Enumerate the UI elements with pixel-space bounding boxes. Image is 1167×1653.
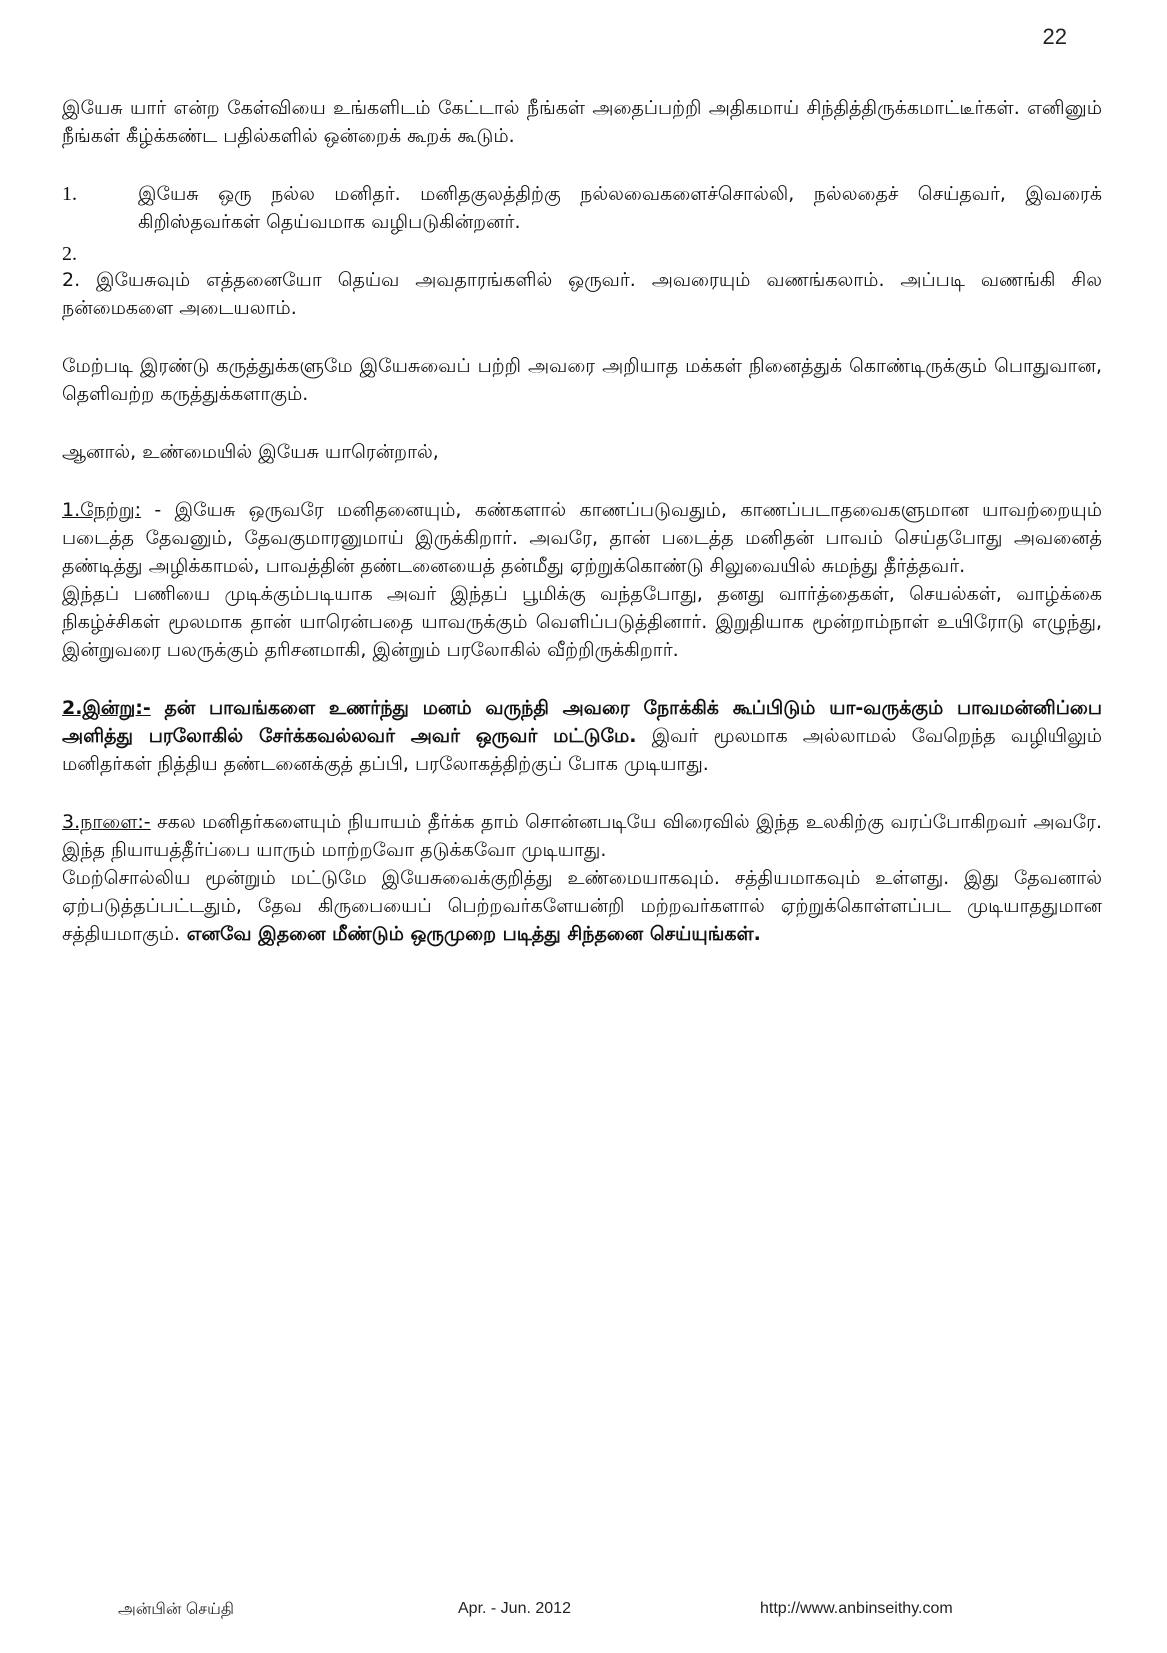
page-number: 22 xyxy=(1042,24,1067,49)
section-yesterday-text: - இயேசு ஒருவரே மனிதனையும், கண்களால் காணப்படுவதும், காணப்படாதவைகளுமான யாவற்றையும் படைத்த தேவனும், தேவகுமாரனுமாய் இருக்கிறார். அவரே, தான் படைத்த மனிதன் பாவம் செய்தபோது அவனைத் தண்டித்து அழிக்காமல், பாவத்தின் தண்டனையைத் தன்மீது ஏற்றுக்கொண்டு சிலுவையில் சுமந்து தீர்த்தவர். xyxy=(62,499,1102,577)
section-today xyxy=(62,694,1102,778)
footer-website: http://www.anbinseithy.com xyxy=(760,1600,953,1617)
section-tomorrow xyxy=(62,808,1102,864)
section-yesterday-continuation: இந்தப் பணியை முடிக்கும்படியாக அவர் இந்தப் பூமிக்கு வந்தபோது, தனது வார்த்தைகள், செயல்கள், வாழ்க்கை நிகழ்ச்சிகள் மூலமாக தான் யாரென்பதை யாவருக்கும் வெளிப்படுத்தினார். இறுதியாக மூன்றாம்நாள் உயிரோடு எழுந்து, இன்றுவரை பலருக்கும் தரிசனமாகி, இன்றும் பரலோகில் வீற்றிருக்கிறார். xyxy=(62,583,1102,661)
section-yesterday-label: 1.நேற்று: xyxy=(62,499,142,521)
but-truth-paragraph: ஆனால், உண்மையில் இயேசு யாரென்றால், xyxy=(62,441,439,463)
section-today-text: இவர் மூலமாக அல்லாமல் வேறெந்த வழியிலும் மனிதர்கள் நித்திய தண்டனைக்குத் தப்பி, பரலோகத்திற்குப் போக முடியாது. xyxy=(62,725,1103,775)
article-body xyxy=(62,94,1102,978)
list-item-1-number: 1. xyxy=(62,183,77,205)
closing-paragraph xyxy=(62,864,1102,948)
closing-bold-text: எனவே இதனை மீண்டும் ஒருமுறை படித்து சிந்தனை செய்யுங்கள். xyxy=(180,923,761,945)
list-item-1 xyxy=(62,180,1102,236)
section-today-bold-text: தன் பாவங்களை உணர்ந்து மனம் வருந்தி அவரை நோக்கிக் கூப்பிடும் யா-வருக்கும் பாவமன்னிப்பை அளித்து பரலோகில் சேர்க்கவல்லவர் அவர் ஒருவர் மட்டுமே. xyxy=(62,697,1102,747)
section-tomorrow-label: 3.நாளை:- xyxy=(62,811,151,833)
section-tomorrow-text: சகல மனிதர்களையும் நியாயம் தீர்க்க தாம் சொன்னபடியே விரைவில் இந்த உலகிற்கு வரப்போகிறவர் அவரே. இந்த நியாயத்தீர்ப்பை யாரும் மாற்றவோ தடுக்கவோ முடியாது. xyxy=(62,811,1102,861)
intro-paragraph: இயேசு யார் என்ற கேள்வியை உங்களிடம் கேட்டால் நீங்கள் அதைப்பற்றி அதிகமாய் சிந்தித்திருக்கமாட்டீர்கள். எனினும் நீங்கள் கீழ்க்கண்ட பதில்களில் ஒன்றைக் கூறக் கூடும். xyxy=(62,97,1102,147)
footer-publication: அன்பின் செய்தி xyxy=(118,1601,234,1618)
section-today-label: 2.இன்று:- xyxy=(62,697,151,719)
list-item-1-text: இயேசு ஒரு நல்ல மனிதர். மனிதகுலத்திற்கு நல்லவைகளைச்சொல்லி, நல்லதைச் செய்தவர், இவரைக் கிறிஸ்தவர்கள் தெய்வமாக வழிபடுகின்றனர். xyxy=(138,183,1102,233)
section-yesterday xyxy=(62,496,1102,580)
item-2-paragraph: 2. இயேசுவும் எத்தனையோ தெய்வ அவதாரங்களில் ஒருவர். அவரையும் வணங்கலாம். அப்படி வணங்கி சில நன்மைகளை அடையலாம். xyxy=(62,269,1102,319)
closing-text: மேற்சொல்லிய மூன்றும் மட்டுமே இயேசுவைக்குறித்து உண்மையாகவும். சத்தியமாகவும் உள்ளது. இது தேவனால் ஏற்படுத்தப்பட்டதும், தேவ கிருபையைப் பெற்றவர்களேயன்றி மற்றவர்களால் ஏற்றுக்கொள்ளப்பட முடியாததுமான சத்தியமாகும். xyxy=(62,867,1102,945)
common-views-paragraph: மேற்படி இரண்டு கருத்துக்களுமே இயேசுவைப் பற்றி அவரை அறியாத மக்கள் நினைத்துக் கொண்டிருக்கும் பொதுவான, தெளிவற்ற கருத்துக்களாகும். xyxy=(62,355,1102,405)
footer-issue: Apr. - Jun. 2012 xyxy=(458,1600,571,1617)
list-item-2-number: 2. xyxy=(62,243,77,265)
